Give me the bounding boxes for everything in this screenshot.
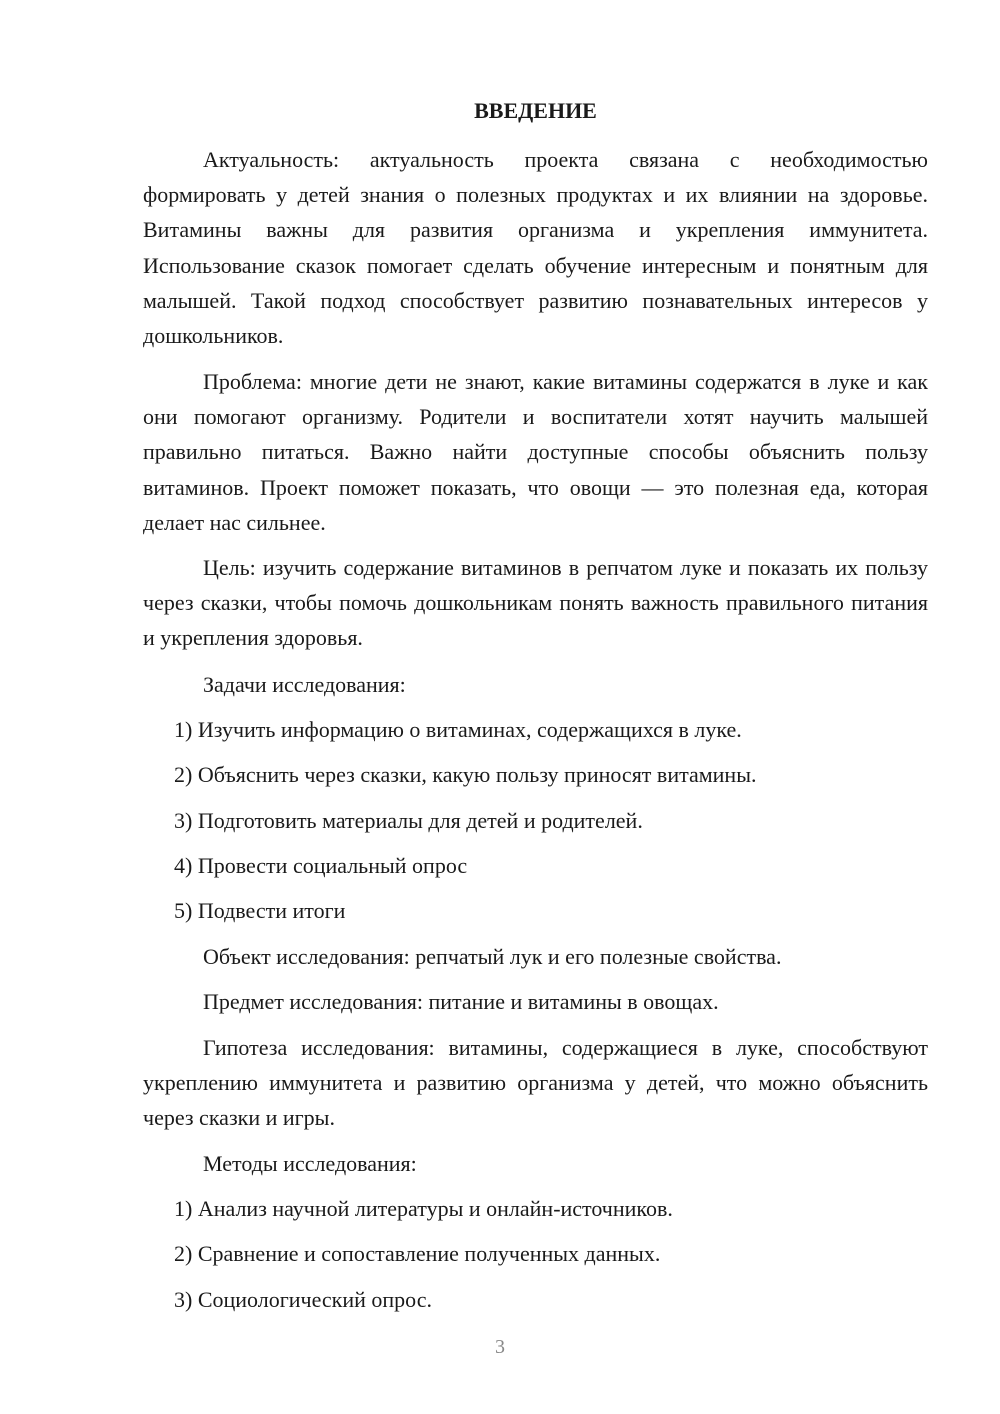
goal-paragraph: Цель: изучить содержание витаминов в репчатом луке и показать их пользу через сказки, чтобы помочь дошкольникам понять важность правильного питания и укрепления здоровья.	[143, 555, 928, 651]
task-item-4: 4) Провести социальный опрос	[174, 853, 468, 878]
task-item-3: 3) Подготовить материалы для детей и родителей.	[174, 808, 643, 833]
task-item-1: 1) Изучить информацию о витаминах, содержащихся в луке.	[174, 717, 742, 742]
page-title: ВВЕДЕНИЕ	[474, 98, 597, 123]
method-item-3: 3) Социологический опрос.	[174, 1287, 432, 1312]
task-item-2: 2) Объяснить через сказки, какую пользу приносят витамины.	[174, 762, 757, 787]
method-item-1: 1) Анализ научной литературы и онлайн-источников.	[174, 1196, 673, 1221]
relevance-paragraph: Актуальность: актуальность проекта связана с необходимостью формировать у детей знания о полезных продуктах и их влиянии на здоровье. Витамины важны для развития организма и укрепления иммунитета. Использование сказок помогает сделать обучение интересным и понятным для малышей. Такой подход способствует развитию познавательных интересов у дошкольников.	[143, 147, 928, 349]
task-item-5: 5) Подвести итоги	[174, 898, 346, 923]
research-subject: Предмет исследования: питание и витамины в овощах.	[203, 989, 719, 1014]
method-item-2: 2) Сравнение и сопоставление полученных данных.	[174, 1241, 661, 1266]
research-object: Объект исследования: репчатый лук и его полезные свойства.	[203, 944, 782, 969]
hypothesis-paragraph: Гипотеза исследования: витамины, содержащиеся в луке, способствуют укреплению иммунитета и развитию организма у детей, что можно объяснить через сказки и игры.	[143, 1035, 928, 1131]
problem-paragraph: Проблема: многие дети не знают, какие витамины содержатся в луке и как они помогают организму. Родители и воспитатели хотят научить малышей правильно питаться. Важно найти доступные способы объяснить пользу витаминов. Проект поможет показать, что овощи — это полезная еда, которая делает нас сильнее.	[143, 369, 928, 535]
tasks-heading: Задачи исследования:	[203, 672, 406, 697]
methods-heading: Методы исследования:	[203, 1151, 417, 1176]
page-number: 3	[495, 1336, 505, 1358]
